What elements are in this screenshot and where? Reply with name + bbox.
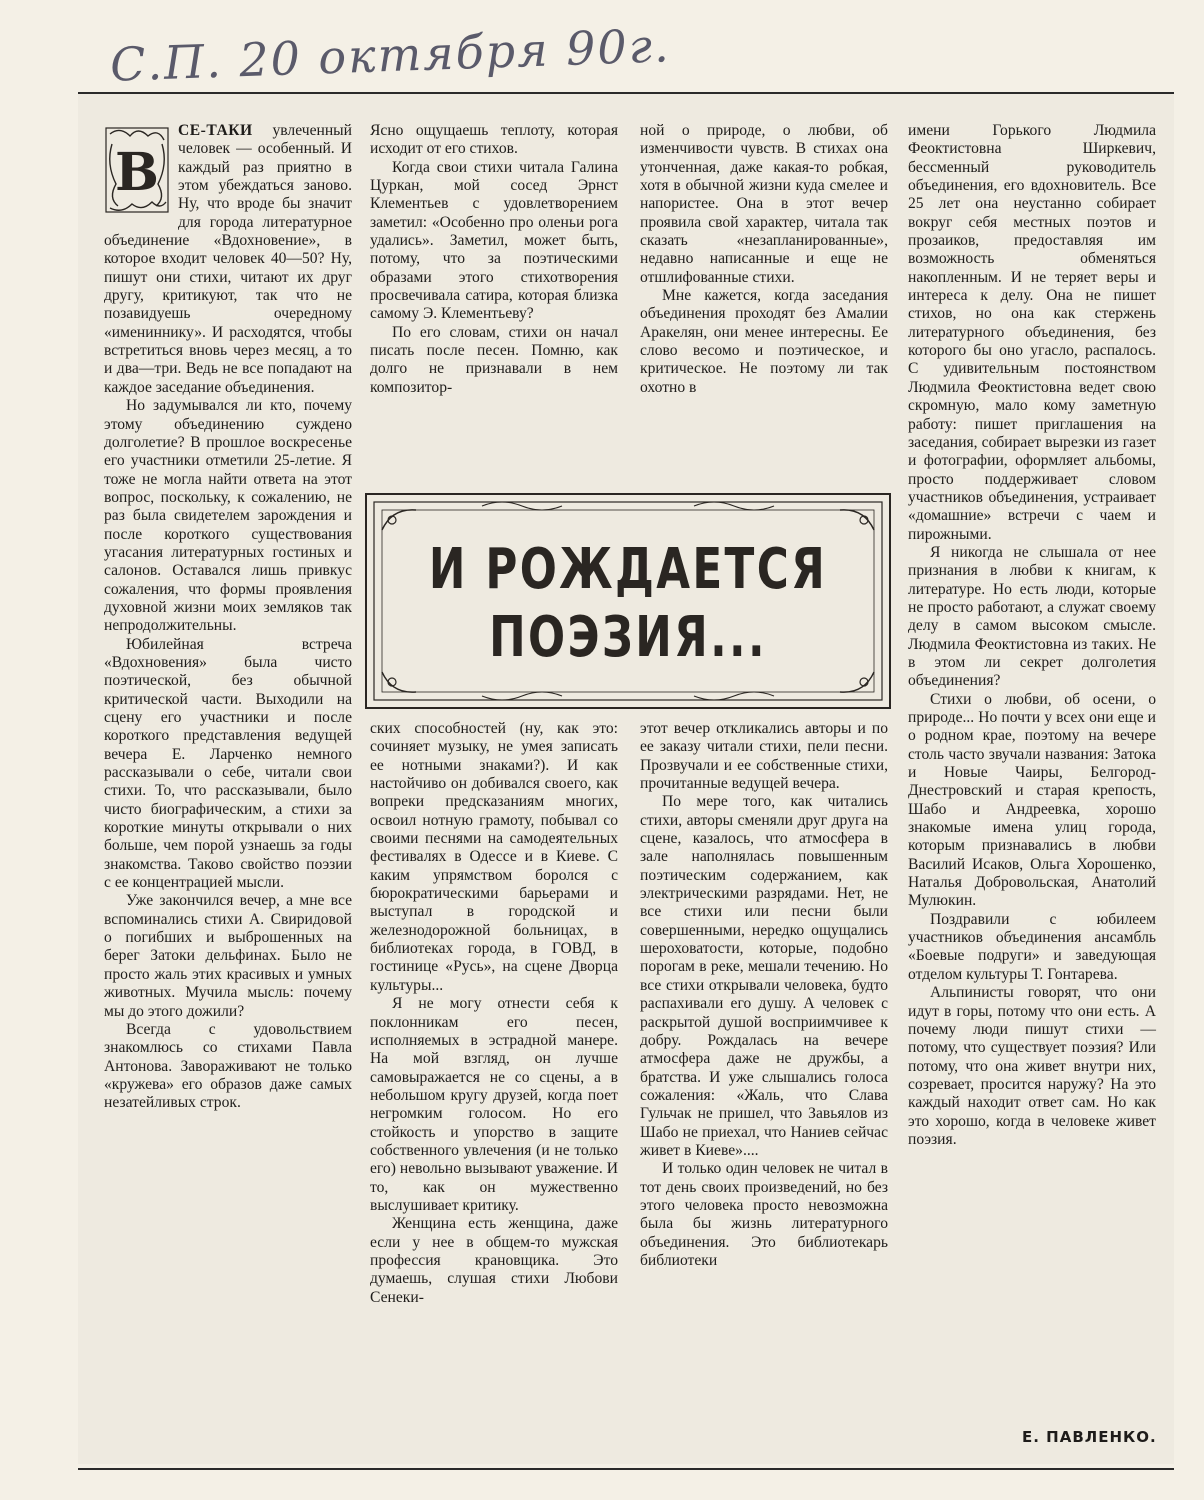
paragraph: Но задумывался ли кто, почему этому объединению суждено долголетие? В прошлое воскресенье его участники отметили 25-летие. Я тоже не могла найти ответа на этот вопрос, поскольку, к сожалению, не раз была свидетелем зарождения и после короткого существования угасания литературных гостиных и салонов. Оставался лишь привкус сожаления, что формы проявления духовной жизни моих земляков так непродолжительны. [104,397,352,635]
bottom-rule [78,1468,1174,1470]
paragraph: Стихи о любви, об осени, о природе... Но почти у всех они еще и о родном крае, поэтому на вечере столь часто звучали названия: Затока и Новые Чаиры, Белгород-Днестровский и старая крепость, Шабо и Андреевка, хорошо знакомые имена улиц города, которым признавались в любви Василий Исаков, Ольга Хорошенко, Наталья Добровольская, Анатолий Мулюкин. [908,690,1156,910]
author-signature: Е. ПАВЛЕНКО. [1022,1428,1157,1446]
lead-word: СЕ-ТАКИ [178,122,253,139]
paragraph: Когда свои стихи читала Галина Цуркан, мой сосед Эрнст Клементьев с удовлетворением заметил: «Особенно про оленьи рога удались». Заметил, может быть, потому, что за поэтическими образами этого стихотворения просвечивала сатира, которая близка самому Э. Клементьеву? [370,158,618,323]
article-column-3 [640,122,888,1269]
paragraph: ских способностей (ну, как это: сочиняет музыку, не умея записать ее нотными знаками?). И как настойчиво он добивался своего, как вопреки предсказаниям многих, освоил нотную грамоту, побывал со своими песнями на самодеятельных фестивалях в Одессе и в Киеве. С каким упрямством боролся с бюрократическими барьерами и выступал в городской и железнодорожной больницах, в библиотеках города, в ГОВД, в гостинице «Русь», на сцене Дворца культуры... [370,720,618,994]
paragraph-text: увлеченный человек — особенный. И каждый раз приятно в этом убеждаться заново. Ну, что вроде бы значит для города литературное объединение «Вдохновение», в которое входит человек 40—50? Ну, пишут они стихи, читают их друг другу, критикуют, так что не позавидуешь очередному «имениннику». И расходятся, чтобы встретиться вновь через месяц, а то и два—три. Ведь не все попадают на каждое заседание объединения. [104,122,352,396]
paragraph: Я не могу отнести себя к поклонникам его песен, исполняемых в эстрадной манере. На мой взгляд, он лучше самовыражается не со сцены, а в небольшом кругу друзей, когда поет негромким голосом. Но его стойкость и упорство в защите собственного увлечения (и не только его) невольно вызывают уважение. И то, как он мужественно выслушивает критику. [370,995,618,1214]
headline-line-1: И РОЖДАЕТСЯ [428,537,828,602]
article-column-1 [104,122,352,1113]
paragraph: Я никогда не слышала от нее признания в любви к книгам, к литературе. Но есть люди, которые не просто работают, а служат своему делу в самом высоком смысле. Людмила Феоктистовна из таких. Не в этом ли секрет долголетия объединения? [908,543,1156,690]
paragraph: Всегда с удовольствием знакомлюсь со стихами Павла Антонова. Завораживают не только «кружева» его образов даже самых незатейливых строк. [104,1020,352,1112]
paragraph: Уже закончился вечер, а мне все вспоминались стихи А. Свиридовой о погибших и выброшенных на берег Затоки дельфинах. Было не просто жаль этих красивых и умных животных. Мучила мысль: почему мы до этого дожили? [104,892,352,1020]
paragraph: И только один человек не читал в тот день своих произведений, но без этого человека просто невозможна была бы жизнь литературного объединения. Это библиотекарь библиотеки [640,1160,888,1269]
article-column-4 [908,122,1156,1149]
column-segment-bottom [640,720,888,1270]
article-headline [421,536,836,672]
paragraph: По его словам, стихи он начал писать после песен. Помню, как долго не признавали в нем композитор- [370,323,618,396]
handwritten-date-note: С.П. 20 октября 90г. [109,18,672,92]
ornamental-dropcap-icon [104,124,170,216]
column-segment-top [370,122,618,488]
paragraph: Альпинисты говорят, что они идут в горы, потому что они есть. А почему люди пишут стихи — потому, что существует поэзия? Или потому, что она живет внутри них, созревает, просится наружу? На это каждый находит ответ сам. Но как это хорошо, когда в человеке живет поэзия. [908,984,1156,1148]
paragraph: имени Горького Людмила Феоктистовна Ширкевич, бессменный руководитель объединения, его вдохновитель. Все 25 лет она неустанно собирает вокруг себя местных поэтов и прозаиков, предоставляя им возможность обменяться накопленным. И не теряет веры и интереса к делу. Она не пишет стихов, но она как стержень литературного объединения, без которого бы оно угасло, распалось. С удивительным постоянством Людмила Феоктистовна ведет свою скромную, мало кому заметную работу: пишет приглашения на заседания, собирает вырезки из газет и фотографии, оформляет альбомы, просто поддерживает словом участников объединения, устраивает «домашние» встречи с чаем и пирожными. [908,122,1156,543]
paragraph: Поздравили с юбилеем участников объединения ансамбль «Боевые подруги» и заведующая отделом культуры Т. Гонтарева. [908,910,1156,983]
paragraph: Мне кажется, когда заседания объединения проходят без Амалии Аракелян, они менее интересны. Ее слово весомо и поэтическое, и критическое. Не поэтому ли так охотно в [640,287,888,396]
paragraph: Женщина есть женщина, даже если у нее в общем-то мужская профессия крановщика. Это думаешь, слушая стихи Любови Сенеки- [370,1215,618,1306]
column-segment-top [640,122,888,488]
headline-line-2: ПОЭЗИЯ... [489,605,767,670]
paragraph: ной о природе, о любви, об изменчивости чувств. В стихах она утонченная, даже какая-то робкая, хотя в обычной жизни куда смелее и напористее. Она в этот вечер проявила свой характер, читала так сказать «незапланированные», недавно написанные и еще не отшлифованные стихи. [640,122,888,286]
column-segment-bottom [370,720,618,1307]
headline-frame [362,490,894,712]
paragraph: этот вечер откликались авторы и по ее заказу читали стихи, пели песни. Прозвучали и ее собственные стихи, прочитанные ведущей вечера. [640,720,888,793]
paragraph: По мере того, как читались стихи, авторы сменяли друг друга на сцене, казалось, что атмосфера в зале наполнялась повышенным поэтическим содержанием, как электрическими разрядами. Нет, не все стихи или песни были совершенными, нередко ощущались шероховатости, которые, подобно порогам в реке, мешали течению. Но все стихи открывали человека, будто распахивали его душу. А человек с раскрытой душой восприимчивее к добру. Рождалась на вечере атмосфера даже не дружбы, а братства. И уже слышались голоса сожаления: «Жаль, что Слава Гульчак не пришел, что Завьялов из Шабо не приехал, что Наниев сейчас живет в Киеве».... [640,793,888,1159]
article-column-2 [370,122,618,1306]
paragraph: Ясно ощущаешь теплоту, которая исходит от его стихов. [370,122,618,158]
dropcap-letter: В [115,142,159,203]
paragraph: Юбилейная встреча «Вдохновения» была чисто поэтической, без обычной критической части. Выходили на сцену его участники и после короткого представления ведущей вечера Е. Ларченко немного рассказывали о себе, читали свои стихи. То, что рассказывали, было чисто биографическим, а стихи за короткие минуты открывали о них больше, чем порой узнаешь за годы знакомства. Таково свойство поэзии с ее концентрацией мысли. [104,635,352,892]
